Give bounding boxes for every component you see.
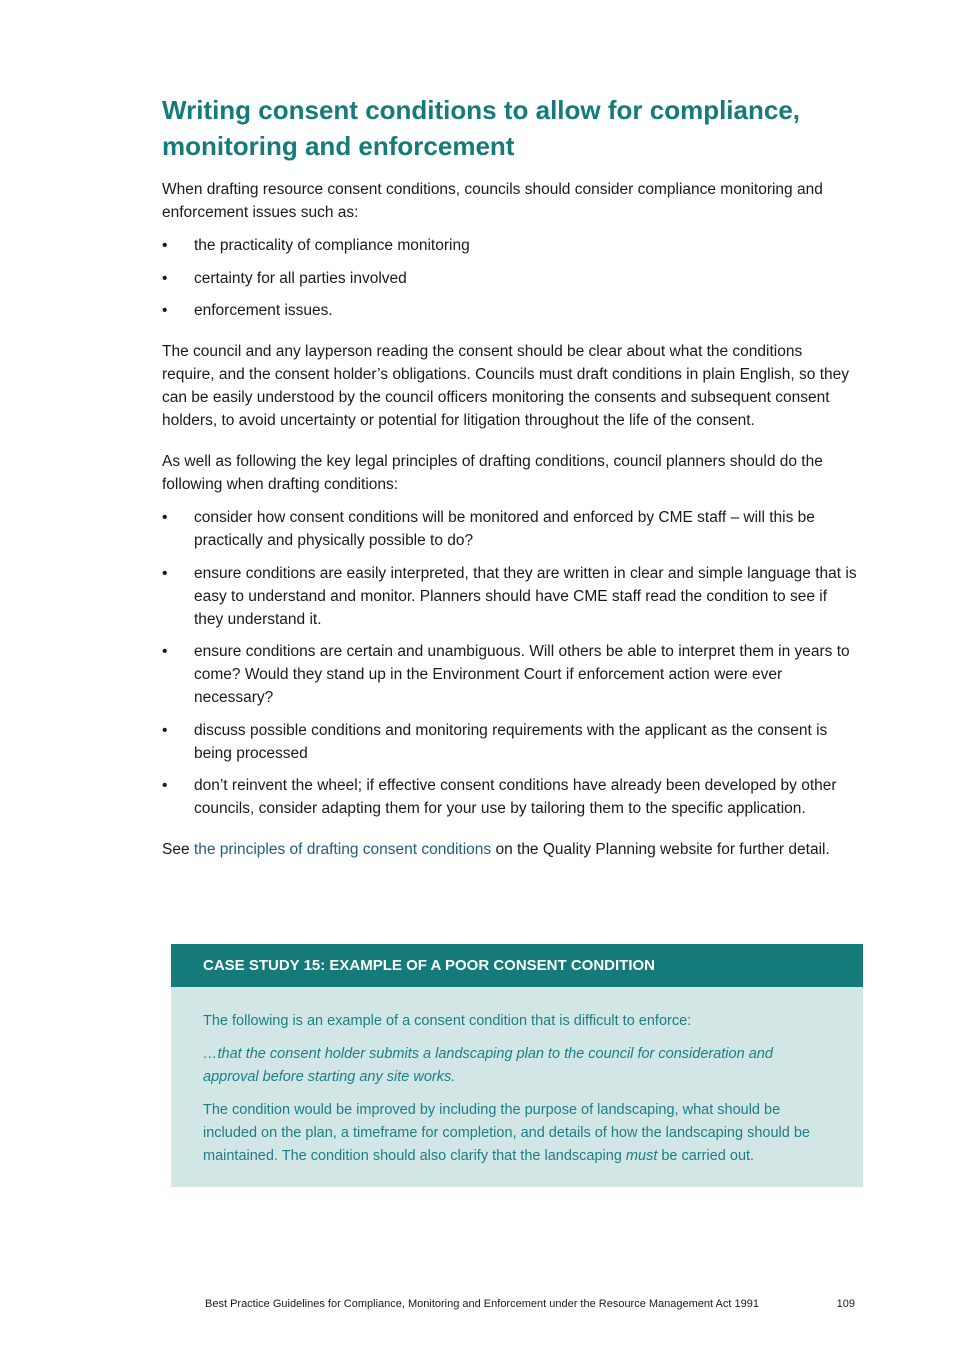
- case-study-improvement: The condition would be improved by including the purpose of landscaping, what should be included on the plan, a timeframe for completion, and details of how the landscaping should be maintained. The condition should also clarify that the landscaping must be carried out.: [203, 1102, 810, 1164]
- list-item: • don’t reinvent the wheel; if effective consent conditions have already been developed by other councils, consider adapting them for your use by tailoring them to the specific application.: [162, 774, 857, 820]
- bullet-icon: •: [162, 777, 168, 794]
- case-study-box: [171, 944, 863, 1187]
- bullet-icon: •: [162, 237, 168, 254]
- issues-list: [162, 234, 857, 322]
- practices-intro-paragraph: As well as following the key legal principles of drafting conditions, council planners should do the following when drafting conditions:: [162, 453, 823, 493]
- list-item: • the practicality of compliance monitoring: [162, 234, 857, 257]
- obligations-paragraph: The council and any layperson reading the consent should be clear about what the conditions require, and the consent holder’s obligations. Councils must draft conditions in plain English, so they can be easily understood by the council officers monitoring the consents and subsequent consent holders, to avoid uncertainty or potential for litigation throughout the life of the consent.: [162, 343, 849, 429]
- practices-list: [162, 506, 857, 820]
- bullet-icon: •: [162, 643, 168, 660]
- list-item: • certainty for all parties involved: [162, 267, 857, 290]
- list-item: • enforcement issues.: [162, 299, 857, 322]
- intro-paragraph: When drafting resource consent conditions, councils should consider compliance monitoring and enforcement issues such as:: [162, 181, 823, 221]
- bullet-icon: •: [162, 564, 168, 582]
- principles-link[interactable]: the principles of drafting consent conditions: [193, 841, 492, 858]
- list-item: • consider how consent conditions will be monitored and enforced by CME staff – will this be practically and physically possible to do?: [162, 506, 857, 552]
- page-content: [162, 92, 857, 861]
- see-also-paragraph: See the principles of drafting consent conditions on the Quality Planning website for further detail.: [162, 841, 830, 858]
- bullet-icon: •: [162, 721, 168, 739]
- page-title: Writing consent conditions to allow for compliance, monitoring and enforcement: [162, 95, 801, 161]
- bullet-icon: •: [162, 509, 168, 526]
- case-study-header: CASE STUDY 15: EXAMPLE OF A POOR CONSENT CONDITION: [171, 944, 863, 987]
- bullet-icon: •: [162, 302, 168, 319]
- case-study-example: …that the consent holder submits a landscaping plan to the council for consideration and approval before starting any site works.: [203, 1046, 773, 1085]
- footer-text: Best Practice Guidelines for Compliance, Monitoring and Enforcement under the Resource Management Act 1991: [205, 1298, 759, 1310]
- list-item: • discuss possible conditions and monitoring requirements with the applicant as the consent is being processed: [162, 719, 857, 765]
- list-item: • ensure conditions are easily interpreted, that they are written in clear and simple language that is easy to understand and monitor. Planners should have CME staff read the condition to see if they understand it.: [162, 562, 857, 631]
- bullet-icon: •: [162, 269, 168, 287]
- page-footer: [205, 1298, 855, 1310]
- page-number: 109: [836, 1298, 855, 1310]
- case-study-intro: The following is an example of a consent condition that is difficult to enforce:: [203, 1013, 692, 1029]
- list-item: • ensure conditions are certain and unambiguous. Will others be able to interpret them in years to come? Would they stand up in the Environment Court if enforcement action were ever necessary?: [162, 640, 857, 709]
- case-study-body: [171, 987, 863, 1168]
